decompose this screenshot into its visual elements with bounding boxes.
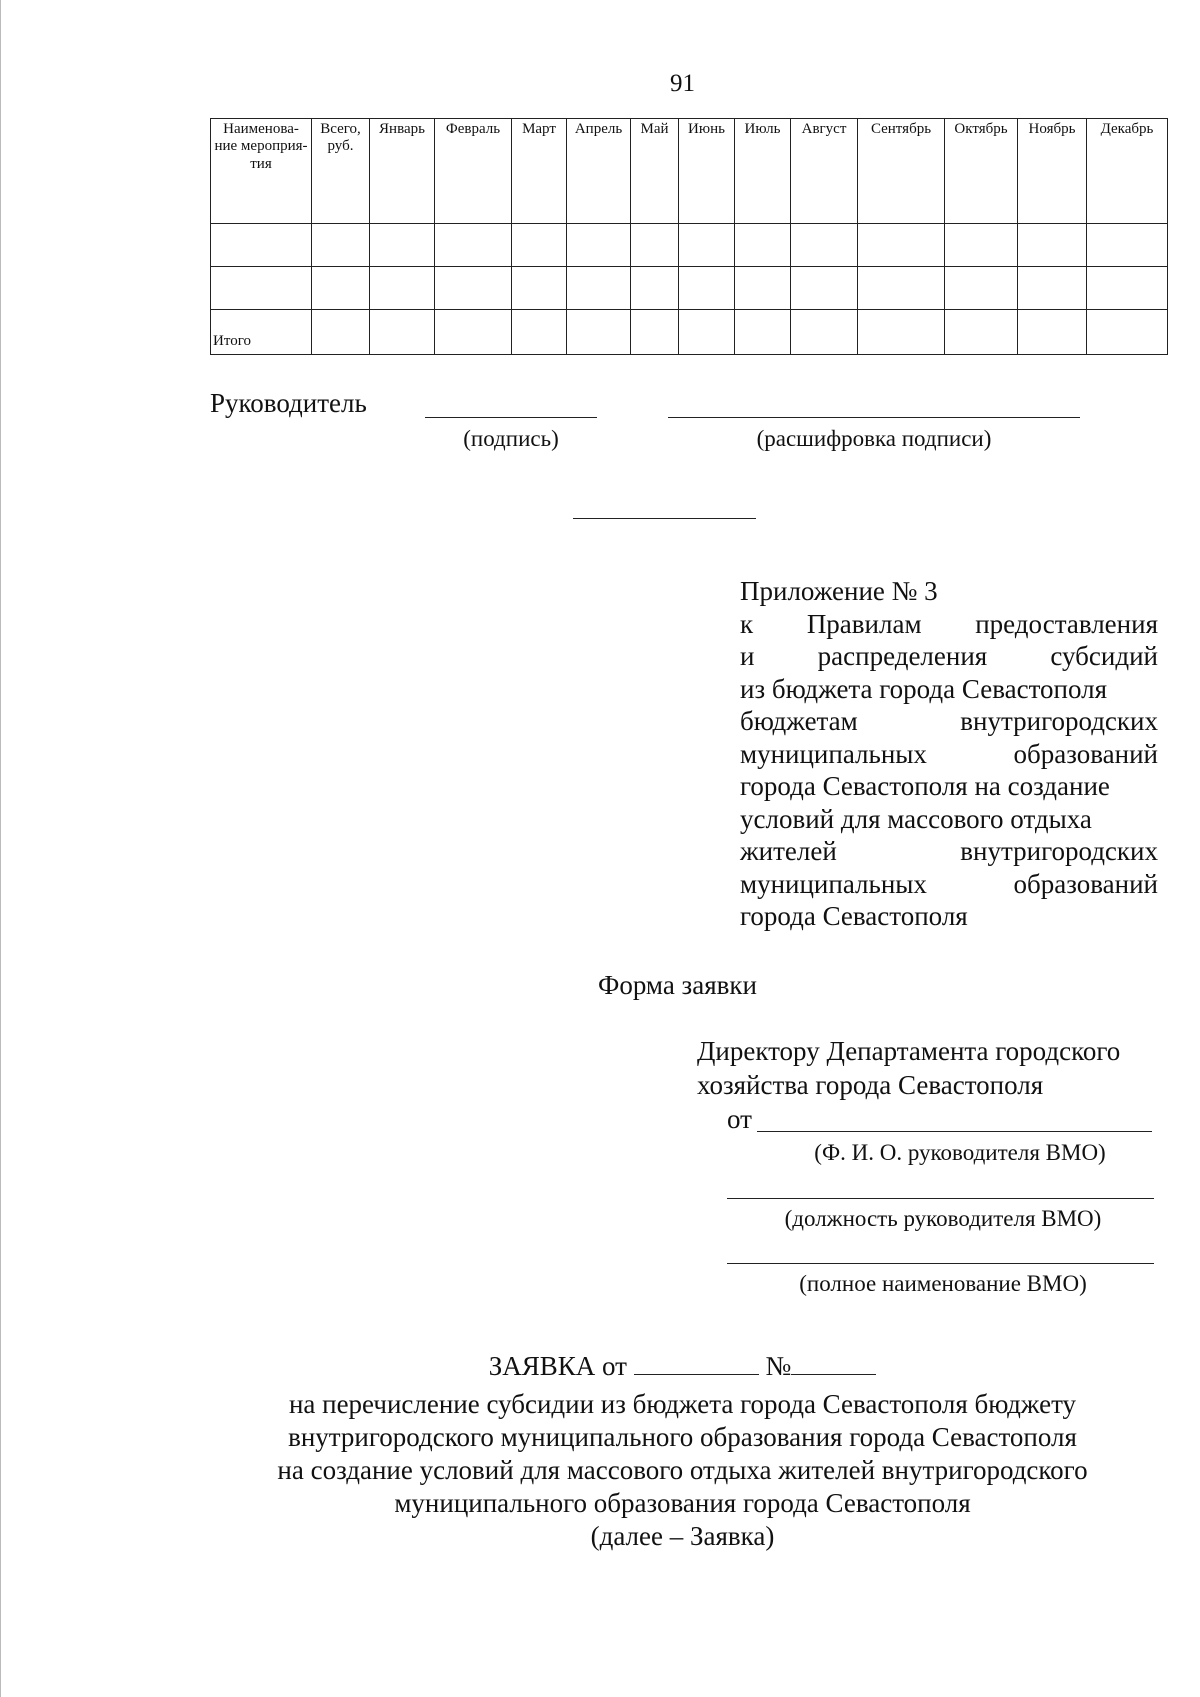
col-header: Июль (735, 119, 791, 224)
col-header: Всего, руб. (312, 119, 370, 224)
appendix-block (740, 575, 1158, 933)
application-description (200, 1388, 1165, 1553)
application-line: муниципального образования города Севастополя (394, 1488, 971, 1518)
table-row (211, 267, 1168, 310)
vmo-name-line (727, 1263, 1154, 1264)
vmo-name-caption: (полное наименование ВМО) (799, 1271, 1087, 1296)
col-header: Декабрь (1087, 119, 1168, 224)
signature-caption: (подпись) (463, 426, 559, 451)
appendix-line: города Севастополя на создание (740, 771, 1110, 801)
appendix-line: города Севастополя (740, 901, 968, 931)
signature-line (425, 417, 597, 418)
application-date-blank (634, 1352, 759, 1375)
application-title (200, 1350, 1165, 1383)
col-header: Июнь (679, 119, 735, 224)
application-number-blank (791, 1352, 876, 1375)
position-caption: (должность руководителя ВМО) (784, 1206, 1102, 1231)
addressee-block (697, 1034, 1120, 1102)
table-header-row (211, 119, 1168, 224)
budget-table (210, 118, 1168, 355)
page-number: 91 (670, 70, 695, 97)
col-header: Апрель (567, 119, 631, 224)
col-header: Сентябрь (858, 119, 945, 224)
total-label: Итого (211, 310, 312, 355)
signature-decode-line (668, 417, 1080, 418)
application-number-sign: № (765, 1351, 792, 1381)
col-header: Август (791, 119, 858, 224)
application-line: внутригородского муниципального образования города Севастополя (288, 1422, 1077, 1452)
appendix-title: Приложение № 3 (740, 576, 938, 606)
col-header: Ноябрь (1018, 119, 1087, 224)
form-title: Форма заявки (598, 970, 757, 1000)
table-total-row (211, 310, 1168, 355)
col-header: Наименова-ние мероприя-тия (211, 119, 312, 224)
position-line (727, 1198, 1154, 1199)
col-header: Октябрь (945, 119, 1018, 224)
application-line: на перечисление субсидии из бюджета города Севастополя бюджету (288, 1389, 1077, 1419)
appendix-line: к Правилам предоставления (740, 608, 1158, 639)
appendix-line: бюджетам внутригородских (740, 706, 1158, 736)
separator-line (573, 518, 756, 519)
signatory-label: Руководитель (210, 388, 367, 418)
appendix-line: из бюджета города Севастополя (740, 673, 1107, 704)
fio-caption: (Ф. И. О. руководителя ВМО) (814, 1140, 1106, 1165)
addressee-line: Директору Департамента городского (697, 1036, 1121, 1066)
col-header: Февраль (435, 119, 512, 224)
addressee-line: хозяйства города Севастополя (697, 1070, 1044, 1100)
fio-line (757, 1131, 1152, 1132)
appendix-line: и распределения субсидий (740, 641, 1158, 671)
from-label: от (727, 1104, 752, 1134)
col-header: Май (631, 119, 679, 224)
col-header: Март (512, 119, 567, 224)
table-row (211, 224, 1168, 267)
appendix-line: жителей внутригородских (740, 836, 1158, 866)
appendix-line: муниципальных образований (740, 868, 1158, 899)
signature-decode-caption: (расшифровка подписи) (756, 426, 992, 451)
appendix-line: условий для массового отдыха (740, 803, 1092, 834)
appendix-line: муниципальных образований (740, 738, 1158, 769)
application-line: (далее – Заявка) (590, 1521, 775, 1551)
col-header: Январь (370, 119, 435, 224)
application-title-prefix: ЗАЯВКА от (488, 1351, 627, 1381)
scan-edge-mark (0, 0, 1, 1697)
application-line: на создание условий для массового отдыха жителей внутригородского (277, 1455, 1088, 1485)
